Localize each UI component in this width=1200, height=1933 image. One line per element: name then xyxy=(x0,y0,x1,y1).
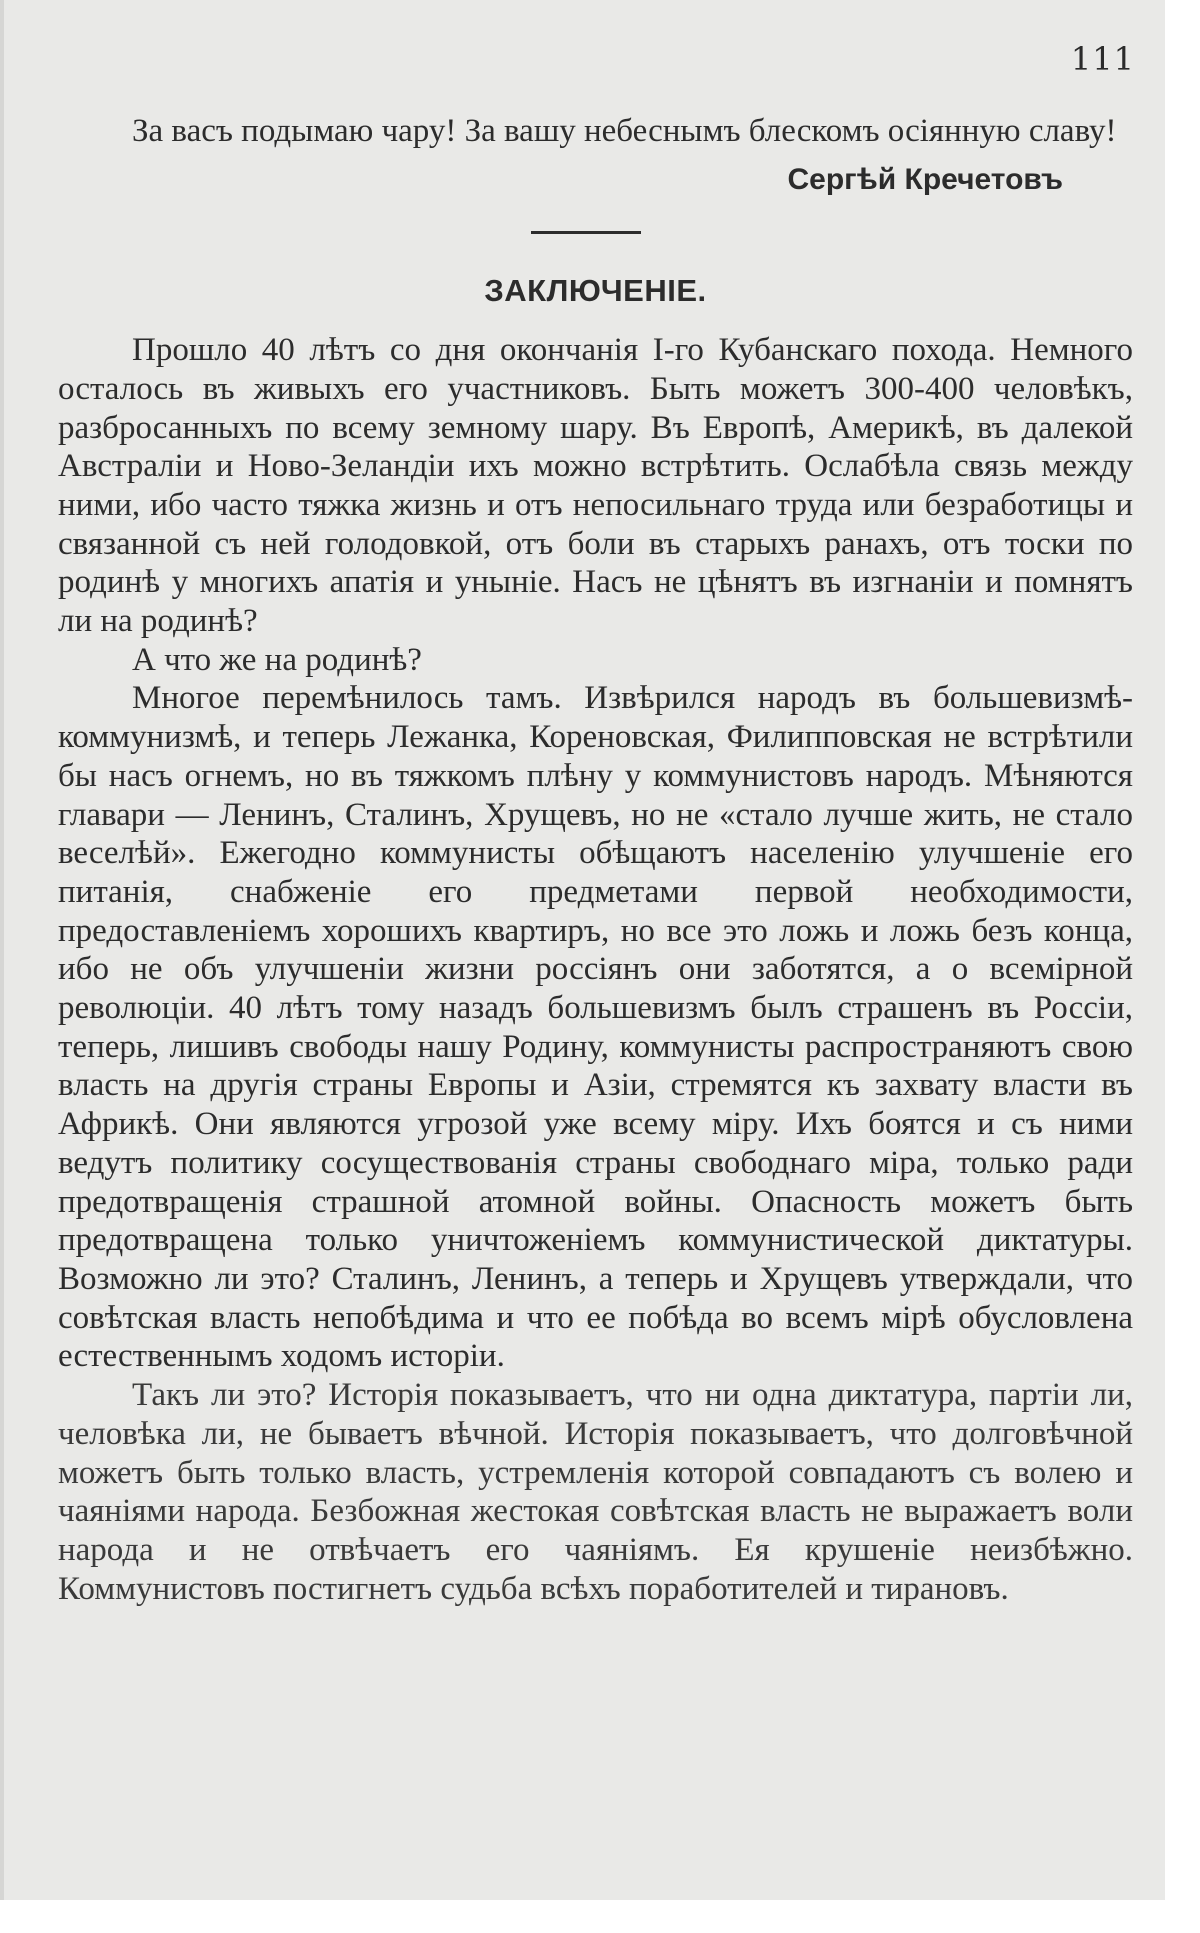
paragraph: Многое перемѣнилось тамъ. Извѣрился народъ въ большевизмѣ-коммунизмѣ, и теперь Лежанка, Кореновская, Филипповская не встрѣтили бы насъ огнемъ, но въ тяжкомъ плѣну у коммунистовъ народъ. Мѣняются главари — Ленинъ, Сталинъ, Хрущевъ, но не «стало лучше жить, не стало веселѣй». Ежегодно коммунисты обѣщаютъ населенію улучшеніе его питанія, снабженіе его предметами первой необходимости, предоставленіемъ хорошихъ квартиръ, но все это ложь и ложь безъ конца, ибо не объ улучшеніи жизни россіянъ они заботятся, а о всемірной революціи. 40 лѣтъ тому назадъ большевизмъ былъ страшенъ въ Россіи, теперь, лишивъ свободы нашу Родину, коммунисты распространяютъ свою власть на другія страны Европы и Азіи, стремятся къ захвату власти въ Африкѣ. Они являются угрозой уже всему міру. Ихъ боятся и съ ними ведутъ политику сосуществованія страны свободнаго міра, только ради предотвращенія страшной атомной войны. Опасность можетъ быть предотвращена только уничтоженіемъ коммунистической диктатуры. Возможно ли это? Сталинъ, Ленинъ, а теперь и Хрущевъ утверждали, что совѣтская власть непобѣдима и что ее побѣда во всемъ мірѣ обусловлена естественнымъ ходомъ исторіи. xyxy=(58,680,1133,1375)
poem-closing-lines: За васъ подымаю чару! За вашу небеснымъ блескомъ осіянную славу! xyxy=(132,113,1117,149)
poem-author: Сергѣй Кречетовъ xyxy=(787,162,1063,196)
section-divider xyxy=(531,231,641,234)
section-title: ЗАКЛЮЧЕНІЕ. xyxy=(484,273,707,309)
paragraph: А что же на родинѣ? xyxy=(132,641,422,678)
page-content xyxy=(58,112,1133,1608)
page-number: 111 xyxy=(1070,40,1135,78)
paragraph: Прошло 40 лѣтъ со дня окончанія I-го Кубанскаго похода. Немного осталось въ живыхъ его участниковъ. Быть можетъ 300-400 человѣкъ, разбросанныхъ по всему земному шару. Въ Европѣ, Америкѣ, въ далекой Австраліи и Ново-Зеландіи ихъ можно встрѣтить. Ослабѣла связь между ними, ибо часто тяжка жизнь и отъ непосильнаго труда или безработицы и связанной съ ней голодовкой, отъ боли въ старыхъ ранахъ, отъ тоски по родинѣ у многихъ апатія и уныніе. Насъ не цѣнятъ въ изгнаніи и помнятъ ли на родинѣ? xyxy=(58,332,1133,640)
paragraph: Такъ ли это? Исторія показываетъ, что ни одна диктатура, партіи ли, человѣка ли, не бываетъ вѣчной. Исторія показываетъ, что долговѣчной можетъ быть только власть, устремленія которой совпадаютъ съ волею и чаяніями народа. Безбожная жестокая совѣтская власть не выражаетъ воли народа и не отвѣчаетъ его чаяніямъ. Ея крушеніе неизбѣжно. Коммунистовъ постигнетъ судьба всѣхъ поработителей и тирановъ. xyxy=(58,1377,1133,1607)
